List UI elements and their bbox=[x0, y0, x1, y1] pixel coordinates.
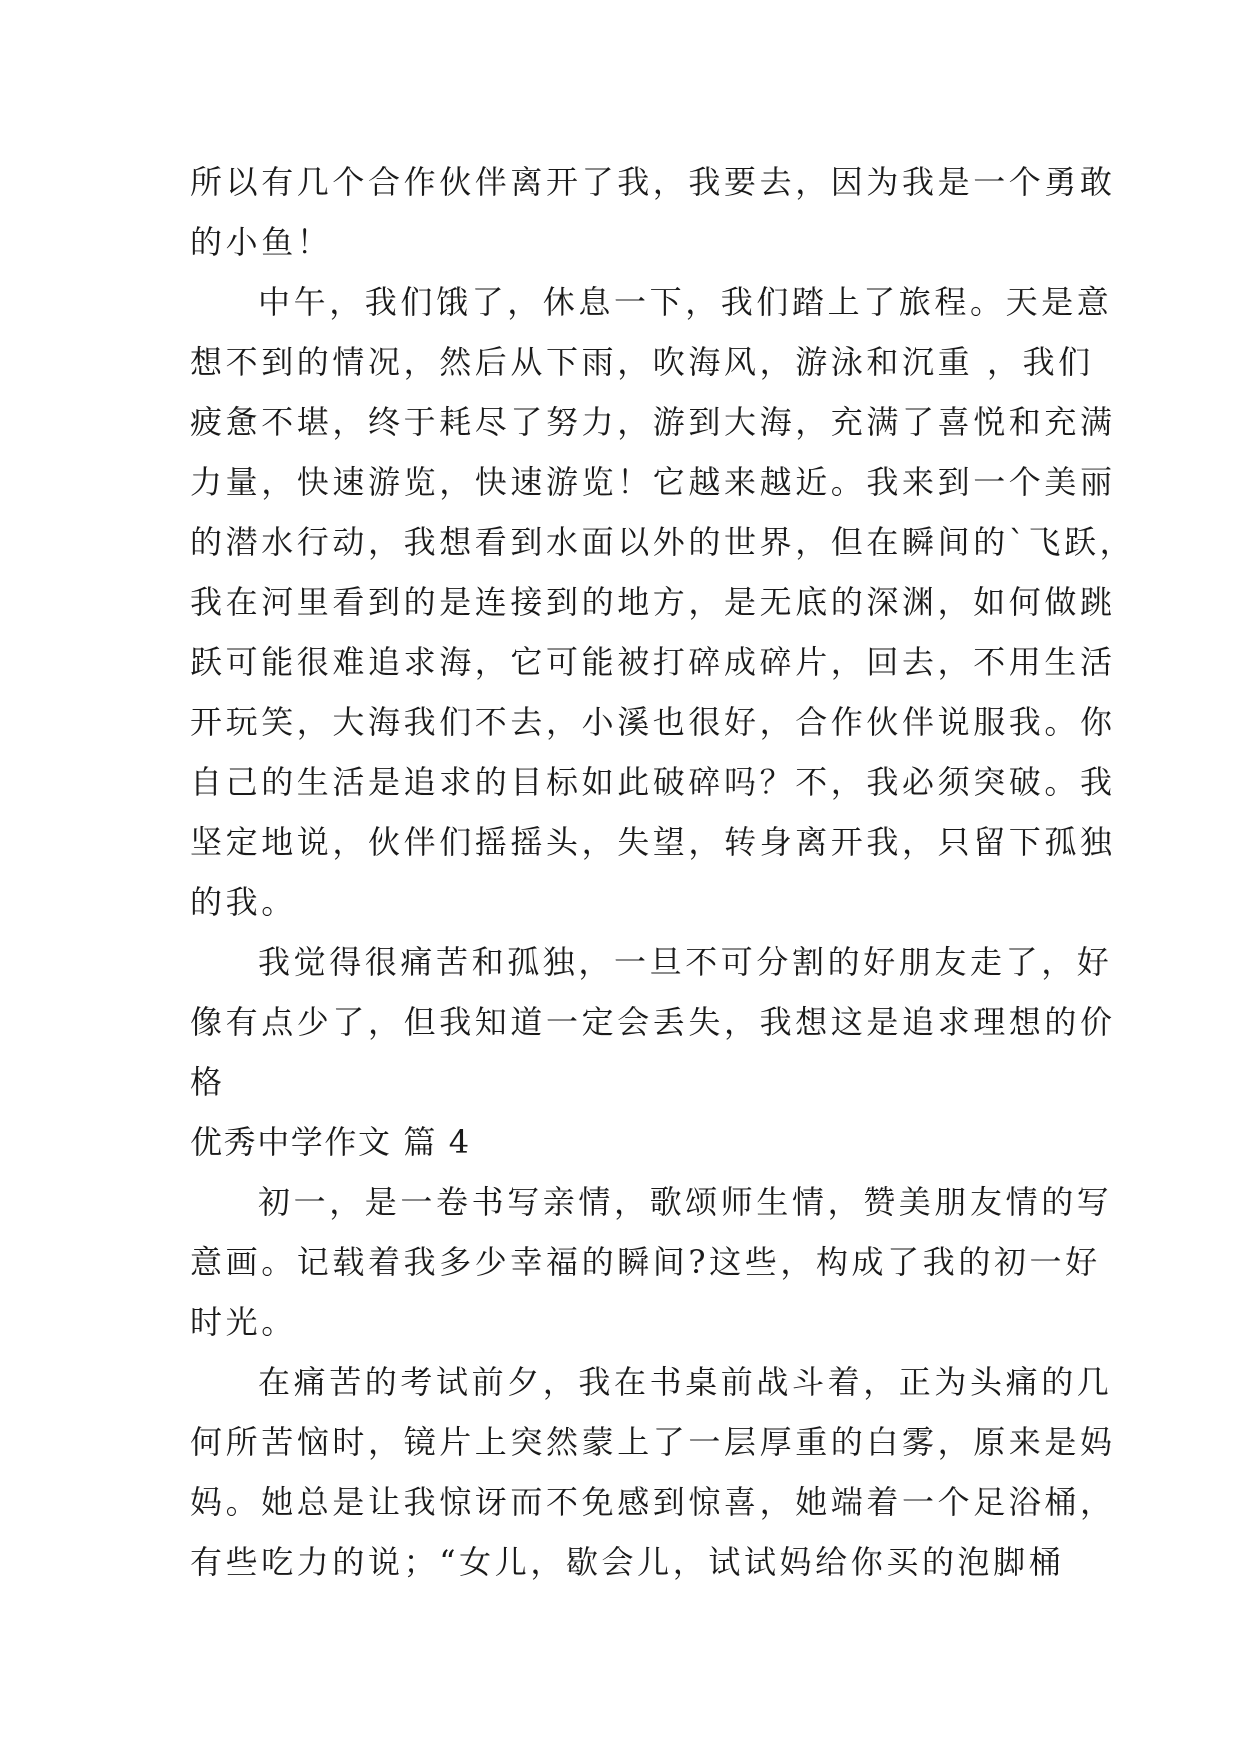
document-body bbox=[190, 152, 1136, 1592]
text-line: 的小鱼！ bbox=[190, 223, 333, 261]
text-line: 何所苦恼时，镜片上突然蒙上了一层厚重的白雾，原来是妈 bbox=[190, 1423, 1116, 1461]
section-heading: 优秀中学作文 篇 4 bbox=[190, 1123, 471, 1161]
paragraph-first-line: 中午，我们饿了，休息一下，我们踏上了旅程。天是意 bbox=[258, 283, 1113, 321]
text-line: 的潜水行动，我想看到水面以外的世界，但在瞬间的`飞跃， bbox=[190, 523, 1136, 561]
text-line: 跃可能很难追求海，它可能被打碎成碎片，回去，不用生活 bbox=[190, 643, 1116, 681]
paragraph-first-line: 初一，是一卷书写亲情，歌颂师生情，赞美朋友情的写 bbox=[258, 1183, 1113, 1221]
text-line: 格 bbox=[190, 1063, 226, 1101]
text-line: 有些吃力的说；“女儿，歇会儿，试试妈给你买的泡脚桶 bbox=[190, 1543, 1065, 1581]
text-line: 时光。 bbox=[190, 1303, 297, 1341]
text-line: 妈。她总是让我惊讶而不免感到惊喜，她端着一个足浴桶， bbox=[190, 1483, 1116, 1521]
text-line: 我在河里看到的是连接到的地方，是无底的深渊，如何做跳 bbox=[190, 583, 1116, 621]
text-line: 所以有几个合作伙伴离开了我，我要去，因为我是一个勇敢 bbox=[190, 163, 1116, 201]
text-line: 想不到的情况，然后从下雨，吹海风，游泳和沉重 ，我们 bbox=[190, 343, 1094, 381]
text-line: 疲惫不堪，终于耗尽了努力，游到大海，充满了喜悦和充满 bbox=[190, 403, 1116, 441]
text-line: 自己的生活是追求的目标如此破碎吗？不，我必须突破。我 bbox=[190, 763, 1116, 801]
text-line: 像有点少了，但我知道一定会丢失，我想这是追求理想的价 bbox=[190, 1003, 1116, 1041]
paragraph-first-line: 我觉得很痛苦和孤独，一旦不可分割的好朋友走了，好 bbox=[258, 943, 1113, 981]
paragraph-first-line: 在痛苦的考试前夕，我在书桌前战斗着，正为头痛的几 bbox=[258, 1363, 1113, 1401]
text-line: 力量，快速游览，快速游览！它越来越近。我来到一个美丽 bbox=[190, 463, 1116, 501]
text-line: 坚定地说，伙伴们摇摇头，失望，转身离开我，只留下孤独 bbox=[190, 823, 1116, 861]
text-line: 意画。记载着我多少幸福的瞬间?这些，构成了我的初一好 bbox=[190, 1243, 1101, 1281]
text-line: 的我。 bbox=[190, 883, 297, 921]
text-line: 开玩笑，大海我们不去，小溪也很好，合作伙伴说服我。你 bbox=[190, 703, 1116, 741]
